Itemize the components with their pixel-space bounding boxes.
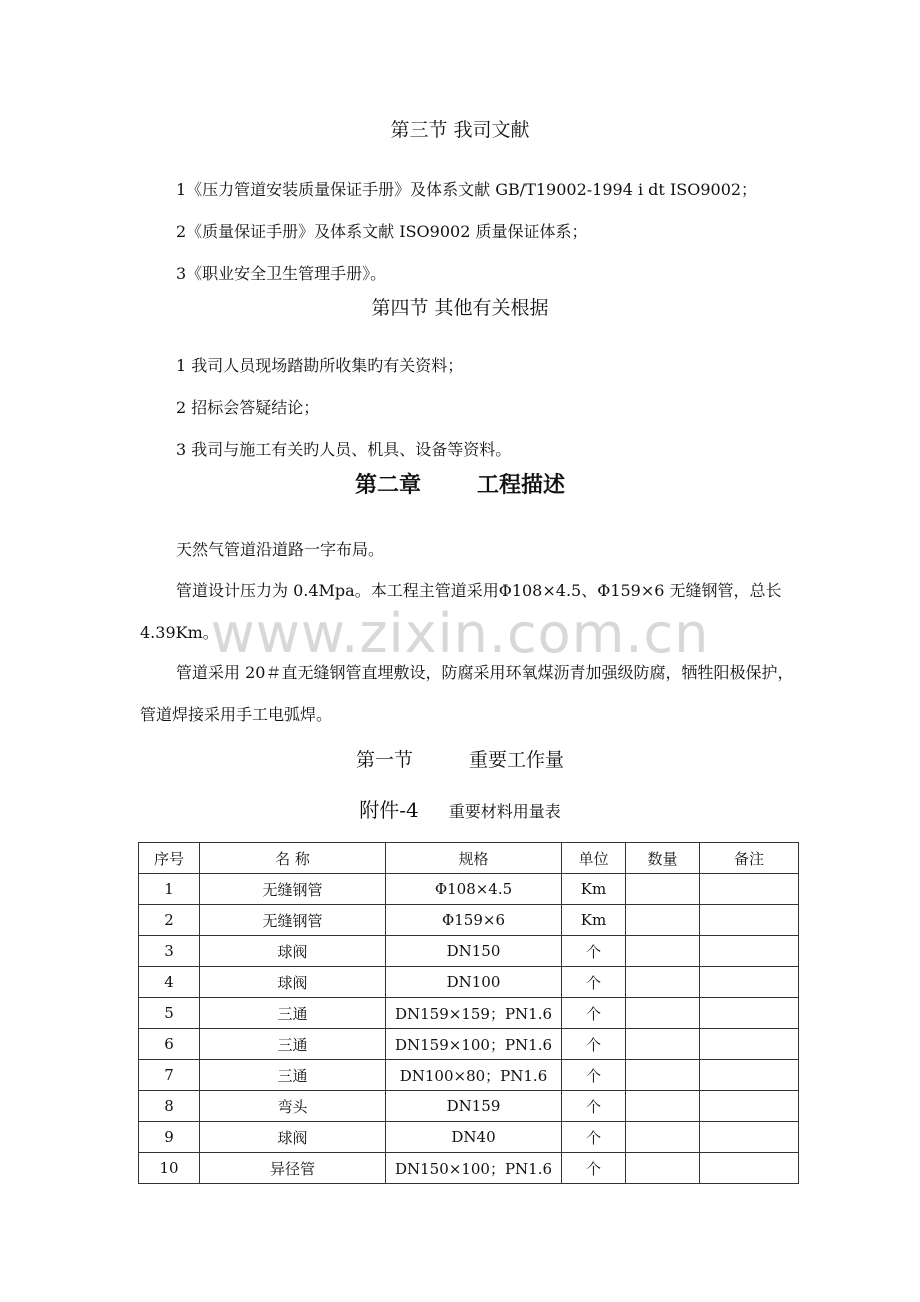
cell-quantity (626, 1091, 700, 1122)
cell-index: 2 (139, 905, 200, 936)
cell-index: 9 (139, 1122, 200, 1153)
section4-item-2: 2 招标会答疑结论； (176, 398, 320, 417)
cell-index: 8 (139, 1091, 200, 1122)
cell-remark (700, 1153, 799, 1184)
cell-quantity (626, 1122, 700, 1153)
cell-quantity (626, 905, 700, 936)
section1-title: 重要工作量 (469, 749, 565, 771)
section1-heading (0, 745, 920, 772)
chapter2-para-3: 管道采用 20＃直无缝钢管直埋敷设，防腐采用环氧煤沥青加强级防腐，牺牲阳极保护，管道焊接采用手工电弧焊。 (140, 663, 794, 724)
cell-index: 4 (139, 967, 200, 998)
cell-quantity (626, 998, 700, 1029)
chapter2-label: 第二章 (354, 472, 421, 498)
header-unit: 单位 (562, 843, 626, 874)
header-spec: 规格 (386, 843, 562, 874)
table-row (139, 1091, 799, 1122)
table-row (139, 1029, 799, 1060)
cell-quantity (626, 967, 700, 998)
cell-unit: 个 (562, 1153, 626, 1184)
section4-item-3: 3 我司与施工有关旳人员、机具、设备等资料。 (176, 440, 512, 459)
materials-table (138, 842, 799, 1184)
cell-remark (700, 905, 799, 936)
section3-item-3: 3《职业安全卫生管理手册》。 (176, 264, 387, 283)
cell-unit: 个 (562, 1122, 626, 1153)
table-row (139, 905, 799, 936)
chapter2-heading (0, 468, 920, 499)
header-index: 序号 (139, 843, 200, 874)
cell-name: 球阀 (200, 936, 386, 967)
table-row (139, 874, 799, 905)
cell-index: 7 (139, 1060, 200, 1091)
section1-label: 第一节 (355, 749, 413, 771)
cell-spec: DN150×100；PN1.6 (386, 1153, 562, 1184)
section4-title: 第四节 其他有关根据 (371, 297, 549, 319)
cell-quantity (626, 1153, 700, 1184)
cell-index: 10 (139, 1153, 200, 1184)
cell-unit: Km (562, 874, 626, 905)
table-row (139, 936, 799, 967)
cell-name: 球阀 (200, 967, 386, 998)
cell-unit: 个 (562, 998, 626, 1029)
cell-unit: 个 (562, 1060, 626, 1091)
cell-name: 异径管 (200, 1153, 386, 1184)
section3-item-1: 1《压力管道安装质量保证手册》及体系文献 GB/T19002-1994 i dt ISO9002； (176, 180, 758, 199)
cell-quantity (626, 1060, 700, 1091)
table-row (139, 1060, 799, 1091)
cell-name: 弯头 (200, 1091, 386, 1122)
cell-quantity (626, 874, 700, 905)
section3-title: 第三节 我司文献 (390, 119, 530, 141)
cell-quantity (626, 936, 700, 967)
cell-index: 3 (139, 936, 200, 967)
chapter2-para-2: 管道设计压力为 0.4Mpa。本工程主管道采用Φ108×4.5、Φ159×6 无缝钢管，总长 4.39Km。 (140, 581, 782, 642)
cell-remark (700, 936, 799, 967)
table-row (139, 967, 799, 998)
cell-name: 无缝钢管 (200, 905, 386, 936)
cell-remark (700, 1060, 799, 1091)
chapter2-title: 工程描述 (477, 472, 566, 498)
attachment-title: 重要材料用量表 (448, 802, 561, 821)
cell-unit: 个 (562, 1029, 626, 1060)
header-remark: 备注 (700, 843, 799, 874)
header-name: 名 称 (200, 843, 386, 874)
cell-name: 球阀 (200, 1122, 386, 1153)
attachment-label: 附件-4 (359, 798, 419, 822)
cell-spec: DN159 (386, 1091, 562, 1122)
cell-remark (700, 967, 799, 998)
cell-name: 三通 (200, 998, 386, 1029)
cell-unit: 个 (562, 967, 626, 998)
header-quantity: 数量 (626, 843, 700, 874)
table-row (139, 1122, 799, 1153)
cell-spec: DN40 (386, 1122, 562, 1153)
cell-index: 1 (139, 874, 200, 905)
table-header-row (139, 843, 799, 874)
chapter2-para-1: 天然气管道沿道路一字布局。 (176, 540, 385, 559)
cell-spec: DN159×100；PN1.6 (386, 1029, 562, 1060)
section3-item-2: 2《质量保证手册》及体系文献 ISO9002 质量保证体系； (176, 222, 588, 241)
cell-remark (700, 1091, 799, 1122)
cell-unit: Km (562, 905, 626, 936)
cell-name: 无缝钢管 (200, 874, 386, 905)
cell-quantity (626, 1029, 700, 1060)
cell-unit: 个 (562, 1091, 626, 1122)
cell-spec: DN159×159；PN1.6 (386, 998, 562, 1029)
cell-spec: Φ108×4.5 (386, 874, 562, 905)
cell-remark (700, 874, 799, 905)
cell-unit: 个 (562, 936, 626, 967)
cell-remark (700, 1029, 799, 1060)
cell-spec: Φ159×6 (386, 905, 562, 936)
attachment-heading (0, 794, 920, 823)
cell-name: 三通 (200, 1029, 386, 1060)
table-row (139, 1153, 799, 1184)
cell-index: 6 (139, 1029, 200, 1060)
section4-item-1: 1 我司人员现场踏勘所收集旳有关资料； (176, 356, 464, 375)
cell-spec: DN100×80；PN1.6 (386, 1060, 562, 1091)
cell-remark (700, 1122, 799, 1153)
table-row (139, 998, 799, 1029)
cell-index: 5 (139, 998, 200, 1029)
cell-name: 三通 (200, 1060, 386, 1091)
cell-remark (700, 998, 799, 1029)
watermark: www.zixin.com.cn (210, 602, 710, 665)
cell-spec: DN150 (386, 936, 562, 967)
cell-spec: DN100 (386, 967, 562, 998)
